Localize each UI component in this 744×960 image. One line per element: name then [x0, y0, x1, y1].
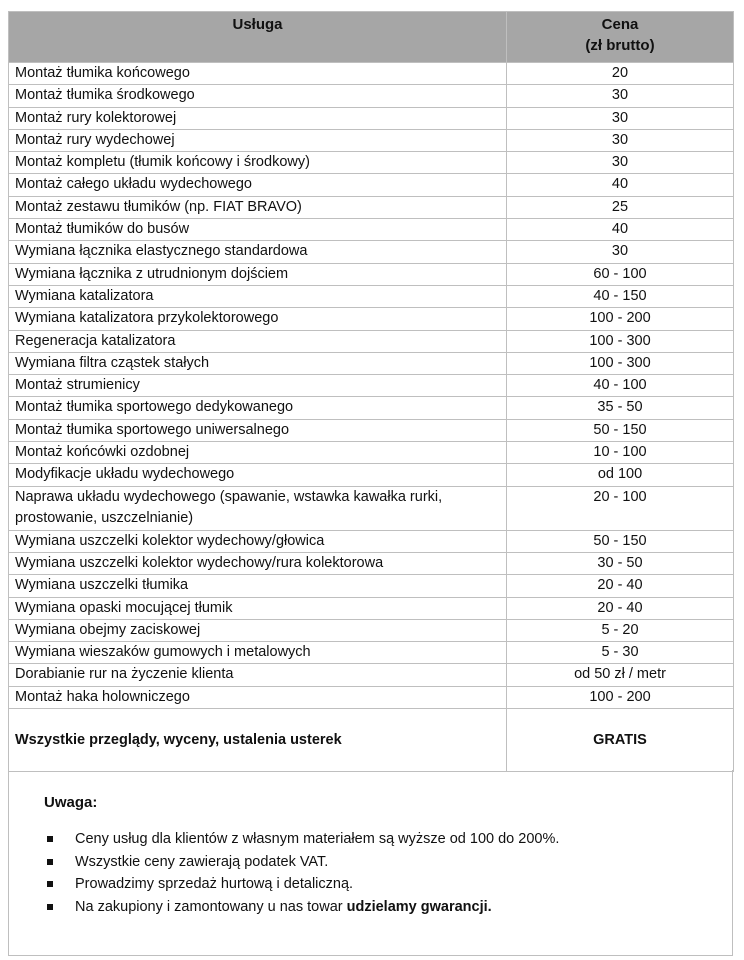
price-table [8, 11, 734, 772]
service-name: Wymiana uszczelki kolektor wydechowy/głowica [9, 530, 507, 552]
service-name: Montaż tłumika sportowego uniwersalnego [9, 419, 507, 441]
service-name: Montaż tłumika sportowego dedykowanego [9, 397, 507, 419]
service-name: Wymiana filtra cząstek stałych [9, 352, 507, 374]
bullet-square-icon [47, 904, 53, 910]
note-text: Prowadzimy sprzedaż hurtową i detaliczną. [75, 876, 354, 892]
service-price: 40 [507, 219, 734, 241]
service-name: Montaż rury wydechowej [9, 129, 507, 151]
table-row [9, 285, 734, 307]
service-name: Wymiana wieszaków gumowych i metalowych [9, 642, 507, 664]
service-name: Montaż tłumika środkowego [9, 85, 507, 107]
note-text: Ceny usług dla klientów z własnym materiałem są wyższe od 100 do 200%. [75, 831, 560, 847]
service-name: Wymiana łącznika elastycznego standardowa [9, 241, 507, 263]
table-row [9, 308, 734, 330]
table-row [9, 375, 734, 397]
summary-price: GRATIS [507, 709, 734, 772]
service-price: 30 [507, 85, 734, 107]
service-name: Modyfikacje układu wydechowego [9, 464, 507, 486]
service-price: 30 [507, 107, 734, 129]
table-row [9, 219, 734, 241]
table-row [9, 196, 734, 218]
service-price: 30 [507, 241, 734, 263]
table-row [9, 486, 734, 530]
table-row [9, 530, 734, 552]
service-name: Wymiana uszczelki kolektor wydechowy/rura kolektorowa [9, 552, 507, 574]
service-price: 35 - 50 [507, 397, 734, 419]
header-service-label: Usługa [232, 16, 283, 33]
service-price: 5 - 30 [507, 642, 734, 664]
service-price: od 50 zł / metr [507, 664, 734, 686]
service-name: Montaż końcówki ozdobnej [9, 442, 507, 464]
service-name: Montaż strumienicy [9, 375, 507, 397]
table-header-row [9, 12, 734, 63]
service-price: 100 - 200 [507, 308, 734, 330]
table-row [9, 686, 734, 708]
summary-service: Wszystkie przeglądy, wyceny, ustalenia usterek [9, 709, 507, 772]
table-body [9, 63, 734, 772]
table-row [9, 642, 734, 664]
table-row [9, 85, 734, 107]
list-item [47, 896, 559, 919]
list-item [47, 828, 559, 851]
service-price: 50 - 150 [507, 419, 734, 441]
service-name: Montaż tłumików do busów [9, 219, 507, 241]
header-price-line1: Cena [601, 16, 639, 33]
service-price: 20 - 40 [507, 575, 734, 597]
service-price: od 100 [507, 464, 734, 486]
table-row [9, 464, 734, 486]
note-text: Wszystkie ceny zawierają podatek VAT. [75, 853, 329, 870]
header-price [507, 12, 734, 63]
service-price: 50 - 150 [507, 530, 734, 552]
bullet-square-icon [47, 881, 53, 887]
service-name: Wymiana katalizatora [9, 285, 507, 307]
service-price: 40 - 100 [507, 375, 734, 397]
table-row [9, 442, 734, 464]
note-text: Na zakupiony i zamontowany u nas towar [75, 898, 347, 915]
service-price: 20 - 40 [507, 597, 734, 619]
service-name: Wymiana łącznika z utrudnionym dojściem [9, 263, 507, 285]
table-row [9, 397, 734, 419]
list-item [47, 851, 559, 874]
notes-list [47, 828, 559, 918]
service-name: Montaż kompletu (tłumik końcowy i środkowy) [9, 152, 507, 174]
service-price: 40 - 150 [507, 285, 734, 307]
bullet-square-icon [47, 859, 53, 865]
service-name: Regeneracja katalizatora [9, 330, 507, 352]
table-row [9, 619, 734, 641]
table-row [9, 575, 734, 597]
service-price: 40 [507, 174, 734, 196]
service-name: Wymiana opaski mocującej tłumik [9, 597, 507, 619]
service-name: Wymiana uszczelki tłumika [9, 575, 507, 597]
service-name: Naprawa układu wydechowego (spawanie, wstawka kawałka rurki, prostowanie, uszczelnianie) [9, 486, 507, 530]
table-row [9, 129, 734, 151]
table-row [9, 352, 734, 374]
notes-box [8, 770, 733, 956]
summary-row [9, 709, 734, 772]
service-price: 100 - 200 [507, 686, 734, 708]
service-price: 30 [507, 152, 734, 174]
table-row [9, 152, 734, 174]
header-price-line2: (zł brutto) [585, 37, 655, 54]
service-price: 25 [507, 196, 734, 218]
table-row [9, 63, 734, 85]
service-name: Montaż tłumika końcowego [9, 63, 507, 85]
note-text-bold: udzielamy gwarancji. [346, 898, 492, 915]
table-row [9, 597, 734, 619]
table-row [9, 552, 734, 574]
service-name: Montaż haka holowniczego [9, 686, 507, 708]
notes-title: Uwaga: [44, 794, 98, 811]
list-item [47, 873, 559, 896]
table-row [9, 174, 734, 196]
service-name: Montaż rury kolektorowej [9, 107, 507, 129]
service-price: 20 - 100 [507, 486, 734, 530]
bullet-square-icon [47, 836, 53, 842]
service-price: 20 [507, 63, 734, 85]
service-price: 100 - 300 [507, 330, 734, 352]
service-name: Montaż zestawu tłumików (np. FIAT BRAVO) [9, 196, 507, 218]
service-name: Wymiana katalizatora przykolektorowego [9, 308, 507, 330]
service-price: 100 - 300 [507, 352, 734, 374]
table-row [9, 107, 734, 129]
table-row [9, 664, 734, 686]
service-price: 5 - 20 [507, 619, 734, 641]
table-row [9, 263, 734, 285]
table-row [9, 241, 734, 263]
service-name: Montaż całego układu wydechowego [9, 174, 507, 196]
service-price: 30 - 50 [507, 552, 734, 574]
service-name: Dorabianie rur na życzenie klienta [9, 664, 507, 686]
header-service [9, 12, 507, 63]
service-price: 30 [507, 129, 734, 151]
service-name: Wymiana obejmy zaciskowej [9, 619, 507, 641]
service-price: 10 - 100 [507, 442, 734, 464]
service-price: 60 - 100 [507, 263, 734, 285]
table-row [9, 330, 734, 352]
table-row [9, 419, 734, 441]
